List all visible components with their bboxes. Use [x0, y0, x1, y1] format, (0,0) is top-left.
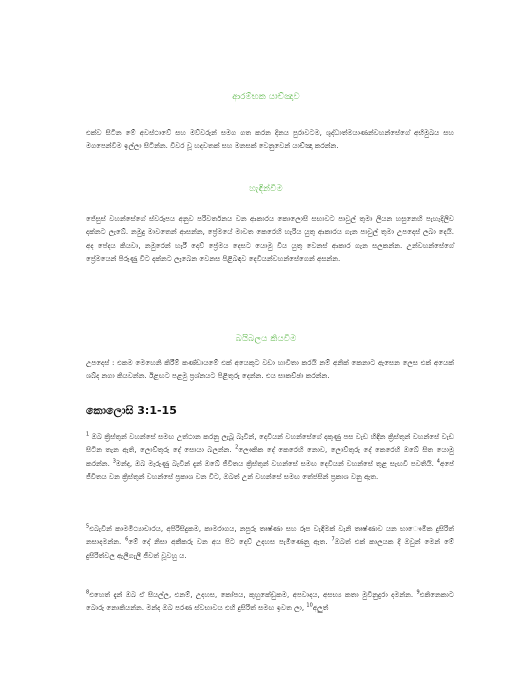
opening-prayer-heading: ආරම්භක යාච්ඤාව [232, 92, 300, 102]
introduction-heading: හැඳින්වීම [249, 184, 283, 194]
verse-7: $^7$ඔබත් එක් කාලයක දී ඔවුන් මෙන් මේ දුසිරිත්වල ඇලීගැලී ජීවත් වූවහු ය. [86, 537, 454, 560]
passage-paragraph-3 [86, 588, 454, 615]
verse-6: $^6$මේ දේ නිසා අකීකරු වන අය පිට දෙව් උදහස පැමිණෙනු ඇත. [125, 537, 328, 547]
opening-prayer-paragraph: එක්ව සිටින මේ අවස්ථාවේ සහ මව්වරුන් සමග ගත කරන දිනය පුරාවටම, ශුද්ධාත්මයාණන්වහන්සේගේ අභිමුඛය සහ මගපෙන්වීම ඉල්ලා සිටින්න. විවර වූ හදවතක් සහ මනසක් වෙනුවෙන් යාච්ඤා කරන්න. [86, 128, 454, 151]
verse-10: $^{10}$අලුත් [306, 603, 329, 613]
passage-title: කොලොසි 3:1-15 [86, 404, 177, 417]
verse-5: $^5$එබැවින් කාමමිථ්‍යාචාරය, අපිරිසිදුකම, කාමරාගය, නපුරු තෘෂ්ණා සහ රූප වැඳීමක් වැනි තෘෂ්ණාව යන භාෞමික දුසිරිත් නසාදමන්න. [86, 523, 454, 547]
verse-3: $^3$මන්ද, ඔබ මැරුණු බැවින් දැන් ඔබේ ජීවිතය ක්‍රිස්තුන් වහන්සේ සමඟ දෙවියන් වහන්සේ තුළ සැඟවී පවතියි. [112, 458, 434, 468]
verse-9: $^9$එකිනෙකාට බොරු නොකියන්න. මන්ද ඔබ පරණ ස්වභාවය එහි දුසිරිත් සමඟ ඉවත ලා, [86, 589, 454, 613]
passage-paragraph-2 [86, 522, 454, 562]
bible-study-paragraph: උපදෙස් : එකම මෙහෙනි කිරීම් කණ්ඩායමේ එක් අයෙකුට වඩා හාවිතා කරයි නම් අනික් කෙනාට ඇසෙන ලෙස එක් අයෙක් ශබ්ද නගා කියවන්න. ඊළඟට පළමු ප්‍රශ්නයට පිළිතුරු දෙන්න. එය සාකච්ඡා කරන්න. [86, 358, 454, 381]
verse-4: $^4$අපේ ජීවිතය වන ක්‍රිස්තුන් වහන්සේ ප්‍රකාශ වන විට, ඔබත් උන් වහන්සේ සමඟ තේජසින් ප්‍රකාශ වනු ඇත. [86, 458, 454, 482]
passage-paragraph-1 [86, 430, 454, 484]
bible-study-heading: බයිබලය කියවීම [235, 334, 297, 344]
verse-1: $^1$ ඔබ ක්‍රිස්තුන් වහන්සේ සමඟ උත්ථාන කරනු ලැබූ බැවින්, දෙවියන් වහන්සේගේ දකුණු පස වැඩ හිඳින ක්‍රිස්තුන් වහන්සේ වැඩ සිටින තැන ඇති, ලොව්තුරු දේ සොයා බලන්න. [86, 431, 454, 455]
verse-2: $^2$ලෞකික දේ කෙරෙහි නොව, ලොව්තුරු දේ කෙරෙහි ඔබේ සිත යොමු කරන්න. [86, 445, 455, 468]
verse-8: $^8$එහෙත් දැන් ඔබ ඒ සියල්ල, එනම්, උදහස, කෝපය, කුහුකේඩුකම, අපවාදය, අසභ්‍ය කතා මුවිනුදුරා දමන්න. [86, 589, 414, 599]
introduction-paragraph: ජේසුස් වහන්සේගේ ස්වරූපය අනුව පරිවර්තනය වන ආකාරය කොලොසි සභාවට පාවුල් තුමා ලියන හසුනෙහි පැහැදිලිව දක්නට ලැබේ. නමුදු මාවතෙන් ආසන්න, ප්‍රේමයේ මාවත කෙරෙහි හැරිය යුතු ආකාරය ගැන පාවුල් තුමා උපදෙස් ලබා දෙයි. අද පේදය කියවා, නමුරෙන් හැරී දෙව් ප්‍රේමය දෙසට යොමු විය යුතු වෙනස් ආකාර ගැන සලකන්න. උන්වහන්සේගේ ප්‍රේමයෙන් පිරුණු විට දක්නට ලැබෙන වෙනස පිළිබඳව දෙවියන්වහන්සේගෙන් අසන්න. [86, 214, 454, 264]
